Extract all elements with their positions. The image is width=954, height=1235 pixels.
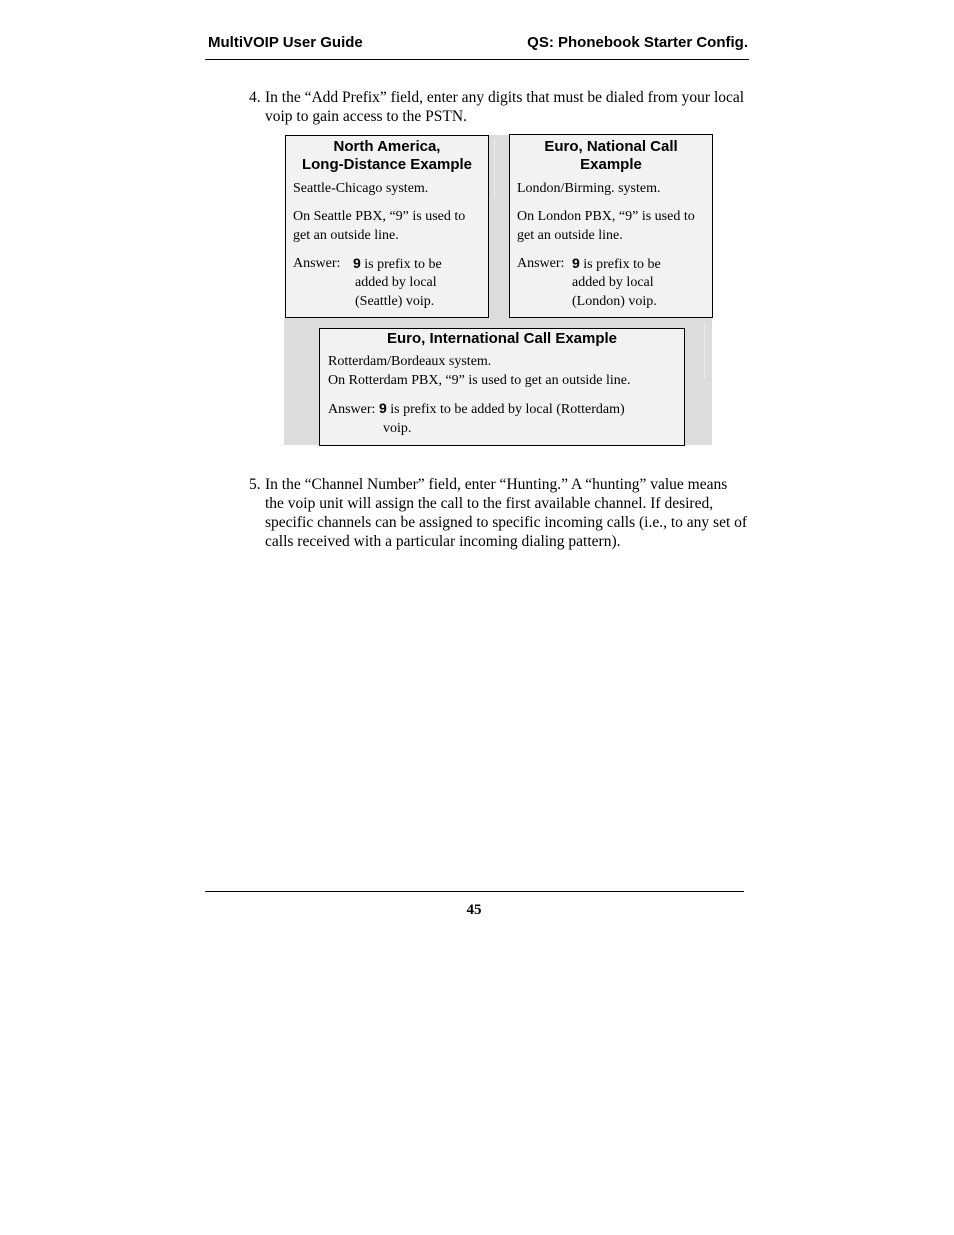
prefix-digit: 9 — [378, 400, 387, 416]
example-answer: Answer: 9 is prefix to be added by local (Seattle) voip. — [293, 255, 442, 309]
example-pbx-note: On Rotterdam PBX, “9” is used to get an outside line. — [328, 373, 631, 388]
example-system: Rotterdam/Bordeaux system. — [328, 354, 492, 369]
shading-guide-line — [704, 323, 705, 378]
example-system: London/Birming. system. — [517, 181, 661, 196]
example-answer: Answer: 9 is prefix to be added by local (Rotterdam) voip. — [328, 400, 625, 436]
step-4-number: 4. — [249, 89, 261, 106]
example-title: Euro, National Call Example — [544, 138, 678, 173]
example-pbx-note: On London PBX, “9” is used to get an outside line. — [517, 209, 695, 243]
header-divider — [205, 59, 749, 60]
example-title: Euro, International Call Example — [386, 330, 618, 347]
example-system: Seattle-Chicago system. — [293, 181, 429, 196]
step-4 — [249, 88, 749, 126]
example-shading-vertical — [489, 135, 509, 318]
example-box-north-america — [285, 135, 489, 318]
example-title: North America, Long-Distance Example — [301, 138, 473, 173]
example-answer: Answer: 9 is prefix to be added by local (London) voip. — [517, 255, 661, 309]
page-number: 45 — [466, 902, 482, 918]
example-pbx-note: On Seattle PBX, “9” is used to get an outside line. — [293, 209, 466, 243]
prefix-digit: 9 — [572, 255, 580, 271]
shading-guide-line — [494, 140, 495, 198]
step-5 — [249, 475, 749, 551]
step-4-text: In the “Add Prefix” field, enter any digits that must be dialed from your local voip to gain access to the PSTN. — [265, 89, 745, 125]
step-5-number: 5. — [249, 476, 261, 493]
prefix-digit: 9 — [353, 255, 361, 271]
footer-divider — [205, 891, 744, 892]
example-box-euro-international — [319, 328, 685, 446]
example-box-euro-national — [509, 134, 713, 318]
step-5-text: In the “Channel Number” field, enter “Hunting.” A “hunting” value means the voip unit will assign the call to the first available channel. If desired, specific channels can be assigned to specific incoming calls (i.e., to any set of calls received with a particular incoming dialing pattern). — [265, 476, 748, 550]
running-header-title: MultiVOIP User Guide — [208, 34, 363, 51]
running-header-section: QS: Phonebook Starter Config. — [527, 34, 748, 51]
